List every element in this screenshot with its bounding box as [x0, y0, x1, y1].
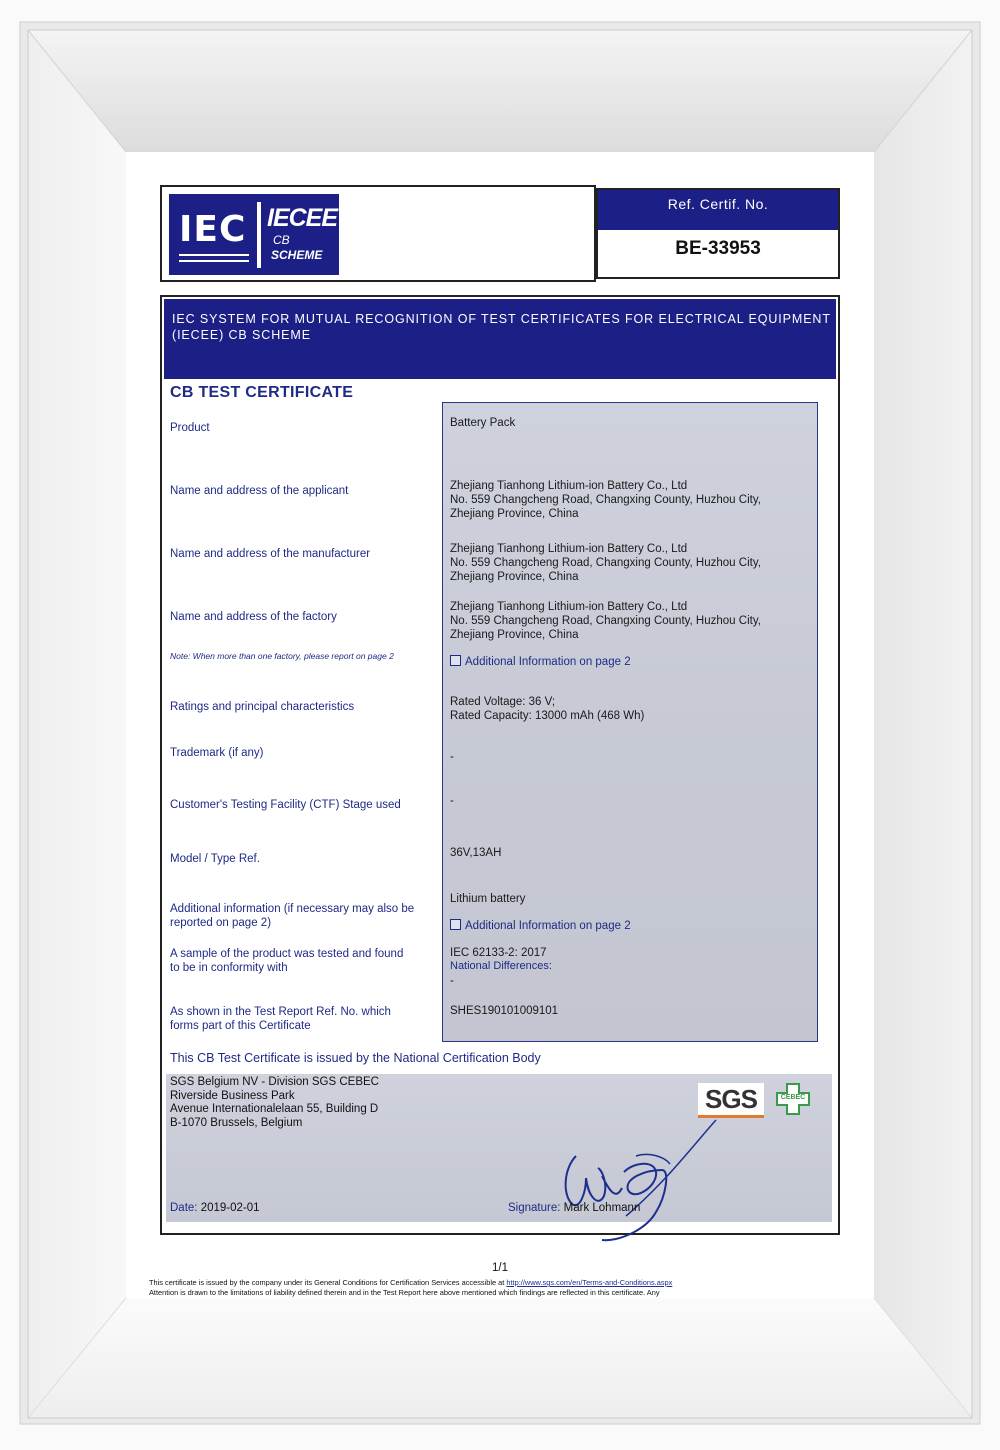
report-label-2: forms part of this Certificate [170, 1020, 311, 1032]
factory-additional-checkbox-row[interactable] [450, 655, 631, 668]
ratings-line-1: Rated Voltage: 36 V; [450, 696, 556, 708]
footer-terms-text: This certificate is issued by the company under its General Conditions for Certification Services accessible at [149, 1278, 505, 1287]
ratings-label: Ratings and principal characteristics [170, 701, 355, 713]
signature-graphic [506, 1112, 826, 1252]
certificate-page [126, 152, 874, 1298]
manufacturer-line-3: Zhejiang Province, China [450, 571, 579, 583]
additional-info-label-1: Additional information (if necessary may also be [170, 903, 415, 915]
logo-underline [179, 254, 249, 256]
issued-by-statement: This CB Test Certificate is issued by the National Certification Body [170, 1051, 541, 1065]
signature-row [508, 1202, 640, 1214]
conformity-label-2: to be in conformity with [170, 962, 288, 974]
certificate-title: CB TEST CERTIFICATE [170, 384, 354, 401]
ncb-line-3: Avenue Internationalelaan 55, Building D [170, 1103, 379, 1115]
factory-additional-label: Additional Information on page 2 [465, 656, 631, 668]
footer-line-2: Attention is drawn to the limitations of liability defined therein and in the Test Report here above mentioned which findings are reflected in this certificate. Any [149, 1288, 660, 1297]
scheme-banner [164, 299, 836, 379]
factory-label: Name and address of the factory [170, 611, 337, 623]
ncb-line-1: SGS Belgium NV - Division SGS CEBEC [170, 1076, 379, 1088]
page-number: 1/1 [492, 1262, 508, 1274]
conformity-label-1: A sample of the product was tested and found [170, 948, 404, 960]
ctf-label: Customer's Testing Facility (CTF) Stage used [170, 799, 401, 811]
additional-info-value: Lithium battery [450, 893, 526, 905]
model-value: 36V,13AH [450, 847, 502, 859]
factory-note: Note: When more than one factory, please report on page 2 [170, 651, 394, 661]
product-label: Product [170, 422, 210, 434]
ref-label-band [598, 190, 838, 230]
signature-label: Signature: [508, 1202, 561, 1214]
date-row [170, 1202, 260, 1214]
cb-logo-text: CB [273, 233, 290, 247]
manufacturer-line-1: Zhejiang Tianhong Lithium-ion Battery Co., Ltd [450, 543, 688, 555]
iec-iecee-logo [169, 194, 339, 275]
applicant-line-3: Zhejiang Province, China [450, 508, 579, 520]
additional-info-checkbox-row[interactable] [450, 919, 631, 932]
factory-additional-checkbox[interactable] [450, 655, 461, 666]
report-label-1: As shown in the Test Report Ref. No. which [170, 1006, 391, 1018]
additional-info-label-2: reported on page 2) [170, 917, 272, 929]
trademark-label: Trademark (if any) [170, 747, 264, 759]
sgs-logo-text: SGS [705, 1084, 757, 1114]
ncb-address [170, 1076, 379, 1130]
factory-line-2: No. 559 Changcheng Road, Changxing County, Huzhou City, [450, 615, 761, 627]
applicant-label: Name and address of the applicant [170, 485, 349, 497]
additional-info-checkbox[interactable] [450, 919, 461, 930]
conformity-standard: IEC 62133-2: 2017 [450, 947, 547, 959]
banner-line-1: IEC SYSTEM FOR MUTUAL RECOGNITION OF TEST CERTIFICATES FOR ELECTRICAL EQUIPMENT [172, 312, 831, 326]
iec-logo-text: IEC [179, 209, 247, 250]
cebec-logo-text: CEBEC [780, 1094, 806, 1101]
national-differences-value: - [450, 975, 454, 987]
report-number: SHES190101009101 [450, 1005, 559, 1017]
ncb-line-2: Riverside Business Park [170, 1089, 295, 1102]
ctf-value: - [450, 795, 454, 807]
trademark-value: - [450, 751, 454, 763]
logo-header-box [160, 185, 596, 282]
applicant-line-2: No. 559 Changcheng Road, Changxing County, Huzhou City, [450, 494, 761, 506]
ref-certif-box [596, 188, 840, 279]
national-differences-label: National Differences: [450, 960, 552, 972]
iecee-logo-text: IECEE [267, 204, 338, 232]
date-label: Date: [170, 1202, 198, 1214]
model-label: Model / Type Ref. [170, 853, 260, 865]
signature-name: Mark Lohmann [563, 1202, 641, 1214]
ref-label: Ref. Certif. No. [667, 196, 769, 212]
terms-link[interactable]: http://www.sgs.com/en/Terms-and-Conditions.aspx [506, 1278, 673, 1287]
ref-number: BE-33953 [675, 238, 761, 259]
cebec-logo [776, 1083, 810, 1115]
footer-line-1 [149, 1278, 849, 1288]
ratings-line-2: Rated Capacity: 13000 mAh (468 Wh) [450, 710, 645, 722]
manufacturer-line-2: No. 559 Changcheng Road, Changxing County, Huzhou City, [450, 557, 761, 569]
factory-line-3: Zhejiang Province, China [450, 629, 579, 641]
logo-underline-2 [179, 260, 249, 262]
applicant-line-1: Zhejiang Tianhong Lithium-ion Battery Co., Ltd [450, 480, 688, 492]
date-value: 2019-02-01 [200, 1202, 260, 1214]
additional-info-additional-label: Additional Information on page 2 [465, 920, 631, 932]
logo-divider [257, 202, 261, 268]
factory-line-1: Zhejiang Tianhong Lithium-ion Battery Co., Ltd [450, 601, 688, 613]
manufacturer-label: Name and address of the manufacturer [170, 548, 371, 560]
banner-line-2: (IECEE) CB SCHEME [172, 328, 311, 342]
product-value: Battery Pack [450, 417, 516, 429]
scheme-logo-text: SCHEME [271, 248, 323, 262]
ncb-line-4: B-1070 Brussels, Belgium [170, 1116, 303, 1129]
